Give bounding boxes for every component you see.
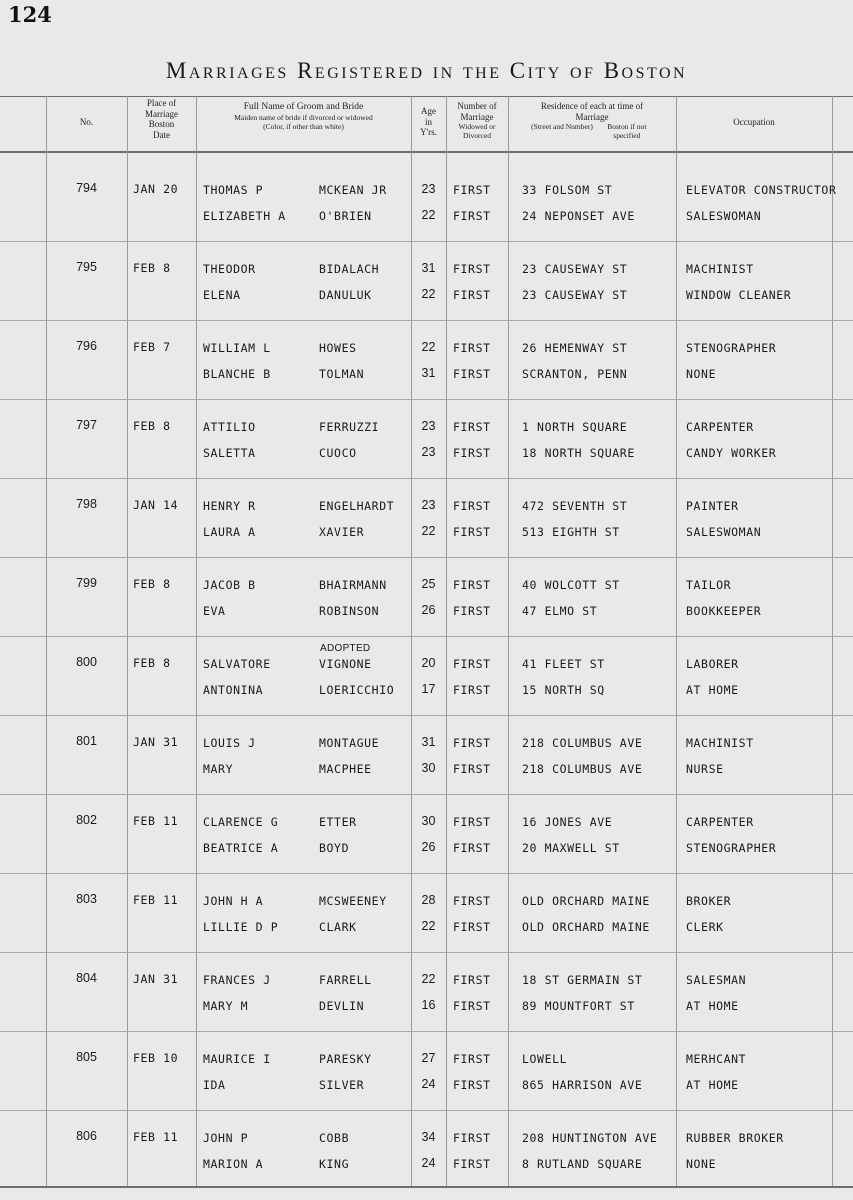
marriage-entry (0, 954, 853, 1013)
bride-residence: 18 NORTH SQUARE (522, 446, 635, 460)
marriage-entry (0, 1033, 853, 1092)
bride-occupation: SALESWOMAN (686, 209, 762, 223)
groom-age: 20 (421, 656, 436, 670)
groom-residence: 16 JONES AVE (522, 815, 613, 829)
groom-surname: FERRUZZI (319, 420, 380, 434)
bride-occupation: BOOKKEEPER (686, 604, 762, 618)
groom-occupation: CARPENTER (686, 815, 754, 829)
header-line: (Street and Number) (531, 122, 593, 131)
marriage-entry (0, 638, 853, 697)
groom-given-name: JOHN P (203, 1131, 249, 1145)
bride-marriage-number: FIRST (453, 683, 491, 697)
header-place-date (127, 98, 196, 140)
bride-age: 26 (421, 840, 436, 854)
bride-age: 22 (421, 919, 436, 933)
bride-age: 24 (421, 1077, 436, 1091)
groom-age: 30 (421, 814, 436, 828)
bride-occupation: AT HOME (686, 999, 739, 1013)
groom-given-name: THOMAS P (203, 183, 264, 197)
groom-occupation: ELEVATOR CONSTRUCTOR (686, 183, 837, 197)
marriage-date: FEB 11 (133, 893, 179, 907)
bride-age: 30 (421, 761, 436, 775)
bride-residence: 24 NEPONSET AVE (522, 209, 635, 223)
groom-surname: BIDALACH (319, 262, 380, 276)
entry-separator (0, 557, 853, 558)
bride-marriage-number: FIRST (453, 999, 491, 1013)
bride-marriage-number: FIRST (453, 525, 491, 539)
bride-given-name: BLANCHE B (203, 367, 271, 381)
groom-residence: 472 SEVENTH ST (522, 499, 628, 513)
groom-occupation: SALESMAN (686, 973, 747, 987)
groom-occupation: MACHINIST (686, 262, 754, 276)
entry-number: 800 (76, 655, 97, 669)
header-line: Maiden name of bride if divorced or widowed (234, 112, 373, 122)
bride-age: 22 (421, 287, 436, 301)
groom-surname: MCSWEENEY (319, 894, 387, 908)
groom-surname: FARRELL (319, 973, 372, 987)
groom-given-name: JOHN H A (203, 894, 264, 908)
groom-given-name: CLARENCE G (203, 815, 279, 829)
entry-separator (0, 320, 853, 321)
groom-surname: ETTER (319, 815, 357, 829)
header-line: Boston (148, 119, 175, 129)
bride-given-name: SALETTA (203, 446, 256, 460)
bride-given-name: ANTONINA (203, 683, 264, 697)
bride-residence: OLD ORCHARD MAINE (522, 920, 650, 934)
groom-given-name: LOUIS J (203, 736, 256, 750)
header-line: Residence of each at time of (540, 101, 644, 111)
header-line: Age (421, 106, 436, 116)
bride-age: 24 (421, 1156, 436, 1170)
bride-age: 17 (421, 682, 436, 696)
bride-occupation: NURSE (686, 762, 724, 776)
entry-separator (0, 399, 853, 400)
bride-residence: 513 EIGHTH ST (522, 525, 620, 539)
bride-given-name: MARY (203, 762, 234, 776)
bride-occupation: STENOGRAPHER (686, 841, 777, 855)
groom-age: 25 (421, 577, 436, 591)
marriage-entry (0, 796, 853, 855)
marriage-entry (0, 322, 853, 381)
header-line: Place of (146, 98, 177, 108)
entry-separator (0, 794, 853, 795)
bride-age: 23 (421, 445, 436, 459)
bride-given-name: ELIZABETH A (203, 209, 286, 223)
bride-surname: CUOCO (319, 446, 357, 460)
groom-marriage-number: FIRST (453, 657, 491, 671)
header-line: Number of (457, 101, 497, 111)
bride-surname: CLARK (319, 920, 357, 934)
groom-given-name: WILLIAM L (203, 341, 271, 355)
groom-surname: PARESKY (319, 1052, 372, 1066)
groom-surname: BHAIRMANN (319, 578, 387, 592)
bride-given-name: IDA (203, 1078, 226, 1092)
bride-given-name: MARY M (203, 999, 249, 1013)
header-line: Widowed or (458, 122, 496, 131)
entry-number: 803 (76, 892, 97, 906)
header-occupation: Occupation (733, 117, 775, 127)
bride-marriage-number: FIRST (453, 604, 491, 618)
marriage-entry (0, 480, 853, 539)
groom-given-name: HENRY R (203, 499, 256, 513)
header-number-of-marriage (446, 101, 508, 140)
groom-marriage-number: FIRST (453, 1052, 491, 1066)
marriage-entry (0, 401, 853, 460)
bride-surname: LOERICCHIO (319, 683, 395, 697)
marriage-date: JAN 20 (133, 182, 179, 196)
groom-marriage-number: FIRST (453, 499, 491, 513)
bride-given-name: LILLIE D P (203, 920, 279, 934)
bride-surname: SILVER (319, 1078, 365, 1092)
bride-residence: 23 CAUSEWAY ST (522, 288, 628, 302)
bride-surname: O'BRIEN (319, 209, 372, 223)
groom-age: 22 (421, 340, 436, 354)
entry-number: 797 (76, 418, 97, 432)
groom-given-name: MAURICE I (203, 1052, 271, 1066)
bride-marriage-number: FIRST (453, 920, 491, 934)
groom-marriage-number: FIRST (453, 736, 491, 750)
marriage-date: JAN 31 (133, 735, 179, 749)
header-line: Divorced (463, 131, 491, 140)
bride-surname: ROBINSON (319, 604, 380, 618)
groom-occupation: MACHINIST (686, 736, 754, 750)
groom-residence: 41 FLEET ST (522, 657, 605, 671)
bride-marriage-number: FIRST (453, 1078, 491, 1092)
bride-marriage-number: FIRST (453, 288, 491, 302)
marriage-date: FEB 7 (133, 340, 171, 354)
entry-number: 805 (76, 1050, 97, 1064)
bride-surname: MACPHEE (319, 762, 372, 776)
marriage-date: JAN 14 (133, 498, 179, 512)
header-line: Y'rs. (420, 127, 437, 137)
marriage-entry (0, 875, 853, 934)
marriage-date: FEB 8 (133, 419, 171, 433)
entry-note: ADOPTED (320, 643, 371, 654)
header-no: No. (79, 117, 94, 127)
bride-residence: 20 MAXWELL ST (522, 841, 620, 855)
marriage-entry (0, 559, 853, 618)
bride-occupation: NONE (686, 367, 717, 381)
groom-marriage-number: FIRST (453, 815, 491, 829)
marriage-entry (0, 717, 853, 776)
groom-marriage-number: FIRST (453, 973, 491, 987)
bride-residence: 865 HARRISON AVE (522, 1078, 643, 1092)
bride-residence: 8 RUTLAND SQUARE (522, 1157, 643, 1171)
bride-occupation: WINDOW CLEANER (686, 288, 792, 302)
entry-separator (0, 636, 853, 637)
entry-number: 798 (76, 497, 97, 511)
bride-surname: TOLMAN (319, 367, 365, 381)
groom-age: 31 (421, 735, 436, 749)
groom-marriage-number: FIRST (453, 341, 491, 355)
bride-age: 31 (421, 366, 436, 380)
bride-given-name: MARION A (203, 1157, 264, 1171)
bride-surname: KING (319, 1157, 350, 1171)
entry-number: 802 (76, 813, 97, 827)
header-age (411, 106, 446, 138)
entry-separator (0, 952, 853, 953)
groom-occupation: CARPENTER (686, 420, 754, 434)
bride-occupation: SALESWOMAN (686, 525, 762, 539)
bride-residence: 47 ELMO ST (522, 604, 598, 618)
groom-marriage-number: FIRST (453, 183, 491, 197)
header-line: (Color, if other than white) (263, 121, 344, 131)
groom-residence: 18 ST GERMAIN ST (522, 973, 643, 987)
entry-number: 804 (76, 971, 97, 985)
groom-surname: MCKEAN JR (319, 183, 387, 197)
entry-number: 801 (76, 734, 97, 748)
groom-residence: 1 NORTH SQUARE (522, 420, 628, 434)
groom-given-name: JACOB B (203, 578, 256, 592)
groom-residence: 40 WOLCOTT ST (522, 578, 620, 592)
bride-marriage-number: FIRST (453, 446, 491, 460)
header-line: Marriage (575, 111, 609, 122)
groom-residence: 208 HUNTINGTON AVE (522, 1131, 658, 1145)
bride-residence: 89 MOUNTFORT ST (522, 999, 635, 1013)
groom-occupation: BROKER (686, 894, 732, 908)
bride-residence: 15 NORTH SQ (522, 683, 605, 697)
groom-marriage-number: FIRST (453, 420, 491, 434)
bride-given-name: EVA (203, 604, 226, 618)
entry-separator (0, 715, 853, 716)
header-name (196, 102, 411, 131)
groom-age: 22 (421, 972, 436, 986)
marriage-date: FEB 8 (133, 261, 171, 275)
register-title: Marriages Registered in the City of Boston (165, 58, 688, 83)
header-line: Date (153, 129, 170, 140)
bride-marriage-number: FIRST (453, 1157, 491, 1171)
bride-residence: 218 COLUMBUS AVE (522, 762, 643, 776)
groom-age: 28 (421, 893, 436, 907)
page-bottom-rule (0, 1186, 853, 1188)
groom-given-name: FRANCES J (203, 973, 271, 987)
marriage-entry (0, 1112, 853, 1171)
header-residence (508, 101, 676, 140)
groom-residence: OLD ORCHARD MAINE (522, 894, 650, 908)
marriage-date: FEB 8 (133, 577, 171, 591)
bride-occupation: NONE (686, 1157, 717, 1171)
marriage-date: JAN 31 (133, 972, 179, 986)
header-line: in (424, 116, 432, 127)
entry-number: 796 (76, 339, 97, 353)
groom-age: 23 (421, 498, 436, 512)
groom-marriage-number: FIRST (453, 894, 491, 908)
groom-residence: 218 COLUMBUS AVE (522, 736, 643, 750)
bride-marriage-number: FIRST (453, 367, 491, 381)
bride-given-name: ELENA (203, 288, 241, 302)
page-number: 124 (8, 2, 52, 27)
bride-age: 22 (421, 208, 436, 222)
groom-age: 23 (421, 419, 436, 433)
groom-surname: HOWES (319, 341, 357, 355)
bride-surname: XAVIER (319, 525, 365, 539)
groom-residence: 26 HEMENWAY ST (522, 341, 628, 355)
bride-age: 26 (421, 603, 436, 617)
bride-given-name: LAURA A (203, 525, 256, 539)
marriage-date: FEB 11 (133, 1130, 179, 1144)
groom-age: 23 (421, 182, 436, 196)
entry-number: 794 (76, 181, 97, 195)
entry-number: 806 (76, 1129, 97, 1143)
entry-number: 799 (76, 576, 97, 590)
bride-surname: DANULUK (319, 288, 372, 302)
groom-occupation: MERHCANT (686, 1052, 747, 1066)
bride-occupation: AT HOME (686, 1078, 739, 1092)
entry-separator (0, 1031, 853, 1032)
groom-residence: LOWELL (522, 1052, 568, 1066)
entry-number: 795 (76, 260, 97, 274)
groom-age: 31 (421, 261, 436, 275)
bride-occupation: CANDY WORKER (686, 446, 777, 460)
bride-residence: SCRANTON, PENN (522, 367, 628, 381)
groom-occupation: LABORER (686, 657, 739, 671)
groom-residence: 23 CAUSEWAY ST (522, 262, 628, 276)
entry-separator (0, 241, 853, 242)
header-line: Marriage (460, 111, 494, 122)
header-line: Full Name of Groom and Bride (243, 102, 364, 112)
header-line: Marriage (145, 108, 178, 119)
groom-occupation: TAILOR (686, 578, 732, 592)
groom-occupation: RUBBER BROKER (686, 1131, 784, 1145)
groom-age: 34 (421, 1130, 436, 1144)
entry-separator (0, 873, 853, 874)
header-line: Boston if not specified (607, 122, 647, 140)
bride-surname: DEVLIN (319, 999, 365, 1013)
marriage-entry (0, 243, 853, 302)
entry-separator (0, 1110, 853, 1111)
groom-marriage-number: FIRST (453, 262, 491, 276)
marriage-date: FEB 11 (133, 814, 179, 828)
groom-given-name: SALVATORE (203, 657, 271, 671)
bride-marriage-number: FIRST (453, 762, 491, 776)
groom-occupation: PAINTER (686, 499, 739, 513)
bride-marriage-number: FIRST (453, 841, 491, 855)
entry-separator (0, 478, 853, 479)
marriage-date: FEB 8 (133, 656, 171, 670)
groom-given-name: ATTILIO (203, 420, 256, 434)
groom-marriage-number: FIRST (453, 578, 491, 592)
groom-occupation: STENOGRAPHER (686, 341, 777, 355)
groom-surname: ENGELHARDT (319, 499, 395, 513)
bride-occupation: AT HOME (686, 683, 739, 697)
groom-given-name: THEODOR (203, 262, 256, 276)
bride-given-name: BEATRICE A (203, 841, 279, 855)
header-residence-sub (508, 122, 676, 140)
groom-marriage-number: FIRST (453, 1131, 491, 1145)
bride-age: 16 (421, 998, 436, 1012)
groom-surname: MONTAGUE (319, 736, 380, 750)
groom-surname: VIGNONE (319, 657, 372, 671)
bride-occupation: CLERK (686, 920, 724, 934)
groom-residence: 33 FOLSOM ST (522, 183, 613, 197)
bride-age: 22 (421, 524, 436, 538)
groom-surname: COBB (319, 1131, 350, 1145)
marriage-entry (0, 164, 853, 223)
groom-age: 27 (421, 1051, 436, 1065)
bride-marriage-number: FIRST (453, 209, 491, 223)
marriage-date: FEB 10 (133, 1051, 179, 1065)
bride-surname: BOYD (319, 841, 350, 855)
